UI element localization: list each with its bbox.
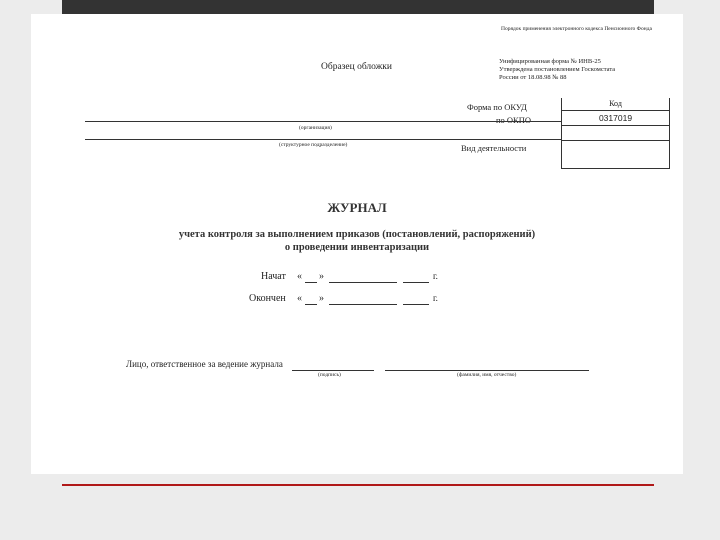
ended-close-quote: » bbox=[319, 293, 324, 304]
ended-year-suffix: г. bbox=[433, 293, 438, 303]
dept-name-line bbox=[85, 139, 561, 140]
dept-caption: (структурное подразделение) bbox=[279, 142, 348, 148]
ended-day-field[interactable] bbox=[305, 304, 317, 305]
org-name-line bbox=[85, 121, 561, 122]
ended-year-field[interactable] bbox=[403, 304, 429, 305]
form-info-line2: Утверждена постановлением Госкомстата bbox=[499, 66, 616, 73]
okpo-code-cell bbox=[562, 125, 669, 140]
approval-note: Порядок применения электронного кодекса Пенсионного Фонда bbox=[501, 26, 652, 32]
activity-label: Вид деятельности bbox=[461, 143, 527, 153]
full-name-caption: (фамилия, имя, отчество) bbox=[457, 372, 517, 378]
started-day-field[interactable] bbox=[305, 282, 317, 283]
started-year-suffix: г. bbox=[433, 271, 438, 281]
ended-open-quote: « bbox=[297, 293, 302, 304]
org-sample-label: Образец обложки bbox=[321, 62, 392, 72]
ended-month-field[interactable] bbox=[329, 304, 397, 305]
document-page bbox=[31, 14, 683, 474]
ended-label: Окончен bbox=[249, 293, 286, 304]
signature-line[interactable] bbox=[292, 370, 374, 371]
org-caption: (организация) bbox=[299, 125, 332, 131]
okpo-label: по ОКПО bbox=[496, 115, 532, 125]
started-close-quote: » bbox=[319, 271, 324, 282]
journal-subtitle-1: учета контроля за выполнением приказов (постановлений, распоряжений) bbox=[178, 229, 536, 240]
started-month-field[interactable] bbox=[329, 282, 397, 283]
bottom-accent-rule bbox=[62, 484, 654, 486]
started-open-quote: « bbox=[297, 271, 302, 282]
form-info-line1: Унифицированная форма № ИНВ-25 bbox=[499, 58, 601, 65]
journal-subtitle-2: о проведении инвентаризации bbox=[284, 242, 430, 253]
signature-caption: (подпись) bbox=[318, 372, 341, 378]
top-dark-bar bbox=[62, 0, 654, 14]
okud-label: Форма по ОКУД bbox=[467, 102, 527, 112]
full-name-line[interactable] bbox=[385, 370, 589, 371]
journal-title: ЖУРНАЛ bbox=[327, 200, 387, 215]
activity-code-cell bbox=[562, 140, 669, 168]
form-info-line3: России от 18.08.98 № 88 bbox=[499, 74, 567, 81]
responsible-label: Лицо, ответственное за ведение журнала bbox=[126, 359, 283, 369]
started-label: Начат bbox=[261, 271, 286, 282]
okud-code-cell: 0317019 bbox=[562, 110, 669, 125]
code-header: Код bbox=[609, 99, 622, 108]
started-year-field[interactable] bbox=[403, 282, 429, 283]
code-box bbox=[561, 98, 670, 169]
